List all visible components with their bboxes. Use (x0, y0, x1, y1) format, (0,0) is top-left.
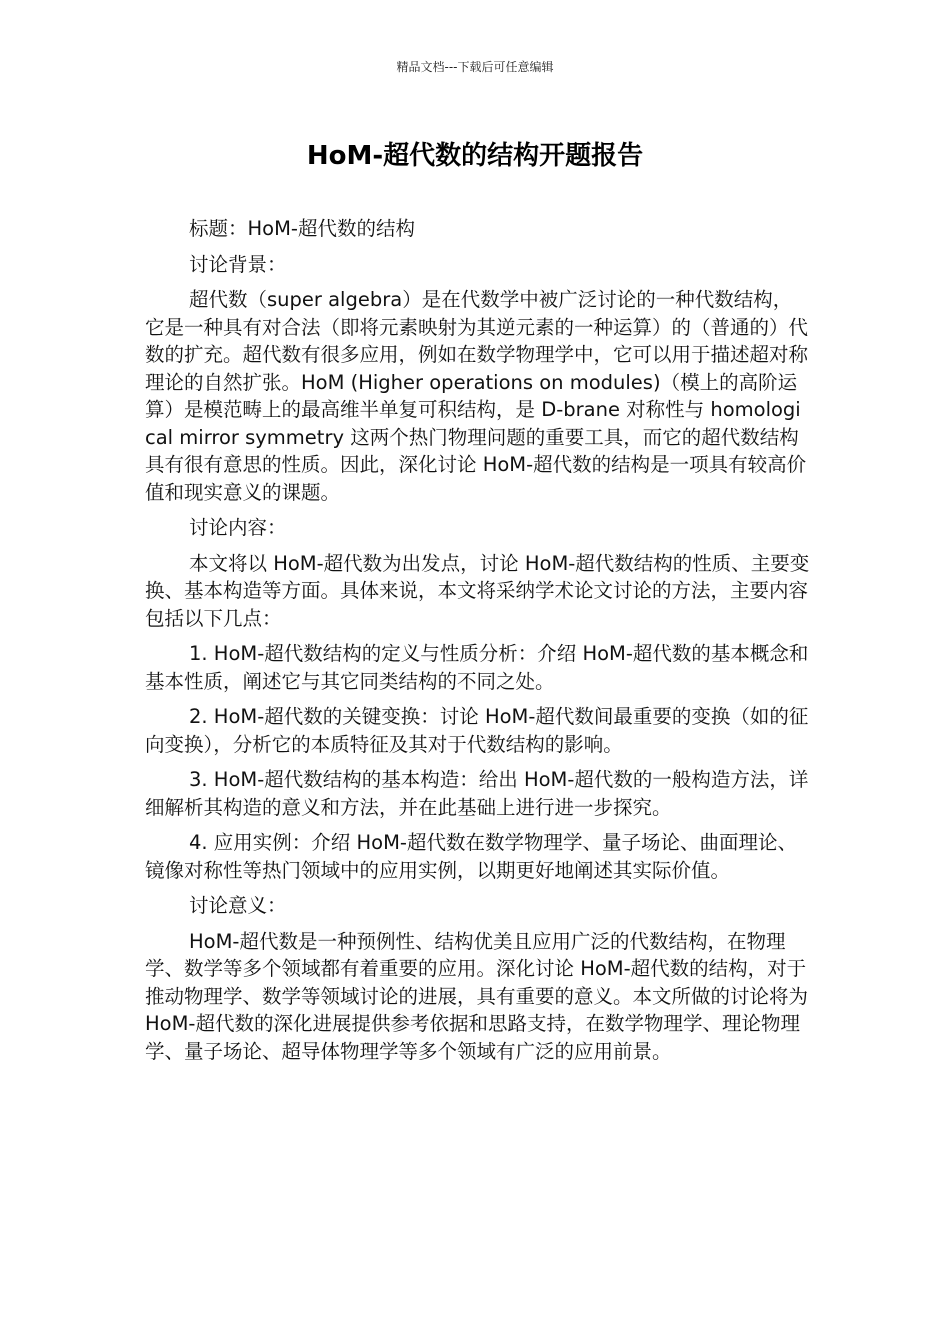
list-item-2: 2. HoM-超代数的关键变换：讨论 HoM-超代数间最重要的变换（如的征向变换），分析它的本质特征及其对于代数结构的影响。 (145, 705, 809, 756)
paragraph-significance: HoM-超代数是一种预例性、结构优美且应用广泛的代数结构，在物理学、数学等多个领域都有着重要的应用。深化讨论 HoM-超代数的结构，对于推动物理学、数学等领域讨论的进展，具有重要的意义。本文所做的讨论将为 HoM-超代数的深化进展提供参考依据和思路支持，在数学物理学、理论物理学、量子场论、超导体物理学等多个领域有广泛的应用前景。 (145, 929, 809, 1063)
list-item-4: 4. 应用实例：介绍 HoM-超代数在数学物理学、量子场论、曲面理论、镜像对称性等热门领域中的应用实例，以期更好地阐述其实际价值。 (145, 831, 797, 882)
paragraph-subject: 标题：HoM-超代数的结构 (189, 217, 415, 240)
header-note: 精品文档---下载后可任意编辑 (396, 60, 554, 74)
list-item-3: 3. HoM-超代数结构的基本构造：给出 HoM-超代数的一般构造方法，详细解析其构造的意义和方法，并在此基础上进行进一步探究。 (145, 768, 809, 819)
heading-background: 讨论背景： (189, 252, 287, 276)
paragraph-content-intro: 本文将以 HoM-超代数为出发点，讨论 HoM-超代数结构的性质、主要变换、基本构造等方面。具体来说，本文将采纳学术论文讨论的方法，主要内容包括以下几点： (145, 551, 810, 630)
document-body (145, 215, 810, 1073)
heading-content: 讨论内容： (189, 516, 287, 539)
paragraph-background: 超代数（super algebra）是在代数学中被广泛讨论的一种代数结构，它是一种具有对合法（即将元素映射为其逆元素的一种运算）的（普通的）代数的扩充。超代数有很多应用，例如在数学物理学中，它可以用于描述超对称理论的自然扩张。HoM (Higher operations on modules)（模上的高阶运算）是模范畴上的最高维半单复可积结构，是 D-brane 对称性与 homological mirror symmetry 这两个热门物理问题的重要工具，而它的超代数结构具有很有意思的性质。因此，深化讨论 HoM-超代数的结构是一项具有较高价值和现实意义的课题。 (145, 288, 809, 504)
list-item-1: 1. HoM-超代数结构的定义与性质分析：介绍 HoM-超代数的基本概念和基本性质，阐述它与其它同类结构的不同之处。 (145, 642, 809, 693)
document-title: HoM-超代数的结构开题报告 (306, 141, 644, 171)
heading-significance: 讨论意义： (189, 894, 287, 917)
